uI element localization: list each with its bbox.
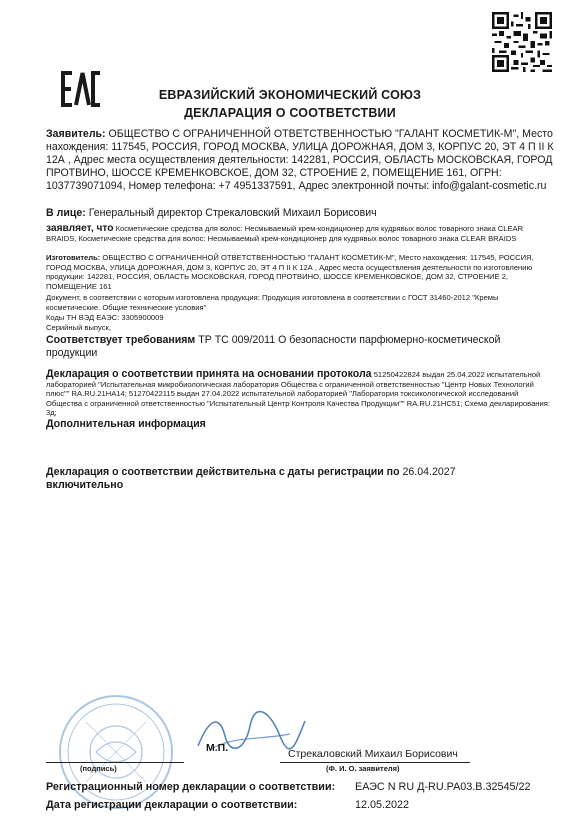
- signature-caption: (подпись): [80, 764, 117, 773]
- validity-section: [46, 466, 554, 492]
- protocol-section: [46, 370, 554, 418]
- signatory-name: Стрекаловский Михаил Борисович: [288, 748, 458, 760]
- applicant-label: Заявитель:: [46, 128, 106, 140]
- applicant-section: [46, 128, 554, 193]
- declaration-title: ДЕКЛАРАЦИЯ О СООТВЕТСТВИИ: [184, 106, 396, 120]
- union-title: ЕВРАЗИЙСКИЙ ЭКОНОМИЧЕСКИЙ СОЮЗ: [158, 88, 422, 102]
- requirements-section: [46, 334, 554, 360]
- validity-date: 26.04.2027: [399, 466, 456, 478]
- manufacturer-text: ОБЩЕСТВО С ОГРАНИЧЕННОЙ ОТВЕТСТВЕННОСТЬЮ "ГАЛАНТ КОСМЕТИК-М", Место нахождения: 117545, РОССИЯ, ГОРОД МОСКВА, УЛИЦА ДОРОЖНАЯ, ДОМ 3, КОРПУС 20, ЭТ 4 П II К 12А , Адрес места осуществления деятельности по изготовлению продукции: 142281, РОССИЯ, ОБЛАСТЬ МОСКОВСКАЯ, ГОРОД ПРОТВИНО, ШОССЕ КРЕМЕНКОВСКОЕ, ДОМ 32, СТРОЕНИЕ 2, ПОМЕЩЕНИЕ 161: [46, 253, 534, 291]
- requirements-text: ТР ТС 009/2011 О безопасности парфюмерно-косметической продукции: [46, 334, 501, 359]
- registration-date-value: 12.05.2022: [355, 799, 410, 811]
- seal-place-label: М.П.: [206, 742, 229, 754]
- stamp-seal-icon: [56, 692, 176, 812]
- name-line: [280, 762, 470, 763]
- person-text: Генеральный директор Стрекаловский Михаил Борисович: [85, 207, 377, 219]
- protocol-text: 51250422824 выдан 25.04.2022 испытательной лабораторией "Испытательная микробиологическая лаборатория Общества с ограниченной ответственностью "Центр Новых Технологий плюс"" RA.RU.21НА14; 51270422115 выдан 27.04.2022 испытательной лабораторией "Лаборатория токсикологической исследований Общества с ограниченной ответственностью "Испытательный Центр Контроля Качества Продукции"" RA.RU.21НС51; Схема декларирования: 3д;: [46, 370, 550, 418]
- manufacturer-label: Изготовитель:: [46, 253, 101, 262]
- customs-codes: Коды ТН ВЭД ЕАЭС: 3305900009: [46, 313, 164, 322]
- name-caption: (Ф. И. О. заявителя): [326, 764, 400, 773]
- requirements-label: Соответствует требованиям: [46, 334, 196, 346]
- declares-section: [46, 224, 554, 243]
- registration-date-label: Дата регистрации декларации о соответствии:: [46, 799, 298, 811]
- person-label: В лице:: [46, 207, 86, 219]
- person-section: [46, 207, 554, 220]
- validity-suffix: включительно: [46, 479, 124, 491]
- manufacturer-section: [46, 253, 554, 291]
- signature-line: [46, 762, 184, 763]
- declares-text: Косметические средства для волос: Несмываемый крем-кондиционер для кудрявых волос товарного знака CLEAR BRAIDS, Косметические средства для волос: Несмываемый крем-кондиционер для кудрявых волос товарного знака CLEAR BRAIDS: [46, 224, 524, 243]
- serial-release: Серийный выпуск,: [46, 323, 111, 332]
- registration-number-label: Регистрационный номер декларации о соответствии:: [46, 781, 336, 793]
- additional-info-heading: Дополнительная информация: [46, 418, 206, 430]
- qr-code-icon: [492, 12, 552, 72]
- validity-label: Декларация о соответствии действительна с даты регистрации по: [46, 466, 400, 478]
- registration-number-value: ЕАЭС N RU Д-RU.РА03.В.32545/22: [355, 781, 531, 793]
- protocol-label: Декларация о соответствии принята на основании протокола: [46, 368, 372, 380]
- declares-label: заявляет, что: [46, 223, 114, 234]
- applicant-text: ОБЩЕСТВО С ОГРАНИЧЕННОЙ ОТВЕТСТВЕННОСТЬЮ "ГАЛАНТ КОСМЕТИК-М", Место нахождения: 117545, РОССИЯ, ГОРОД МОСКВА, УЛИЦА ДОРОЖНАЯ, ДОМ 3, КОРПУС 20, ЭТ 4 П II К 12А , Адрес места осуществления деятельности: 142281, РОССИЯ, ОБЛАСТЬ МОСКОВСКАЯ, ГОРОД ПРОТВИНО, ШОССЕ КРЕМЕНКОВСКОЕ, ДОМ 32, СТРОЕНИЕ 2, ПОМЕЩЕНИЕ 161, ОГРН: 1037739071094, Номер телефона: +7 4951337591, Адрес электронной почты: info@galant-cosmetic.ru: [46, 128, 554, 192]
- document-basis: Документ, в соответствии с которым изготовлена продукция: Продукция изготовлена в соответствии с ГОСТ 31460-2012 "Кремы косметические. Общие технические условия": [46, 293, 499, 312]
